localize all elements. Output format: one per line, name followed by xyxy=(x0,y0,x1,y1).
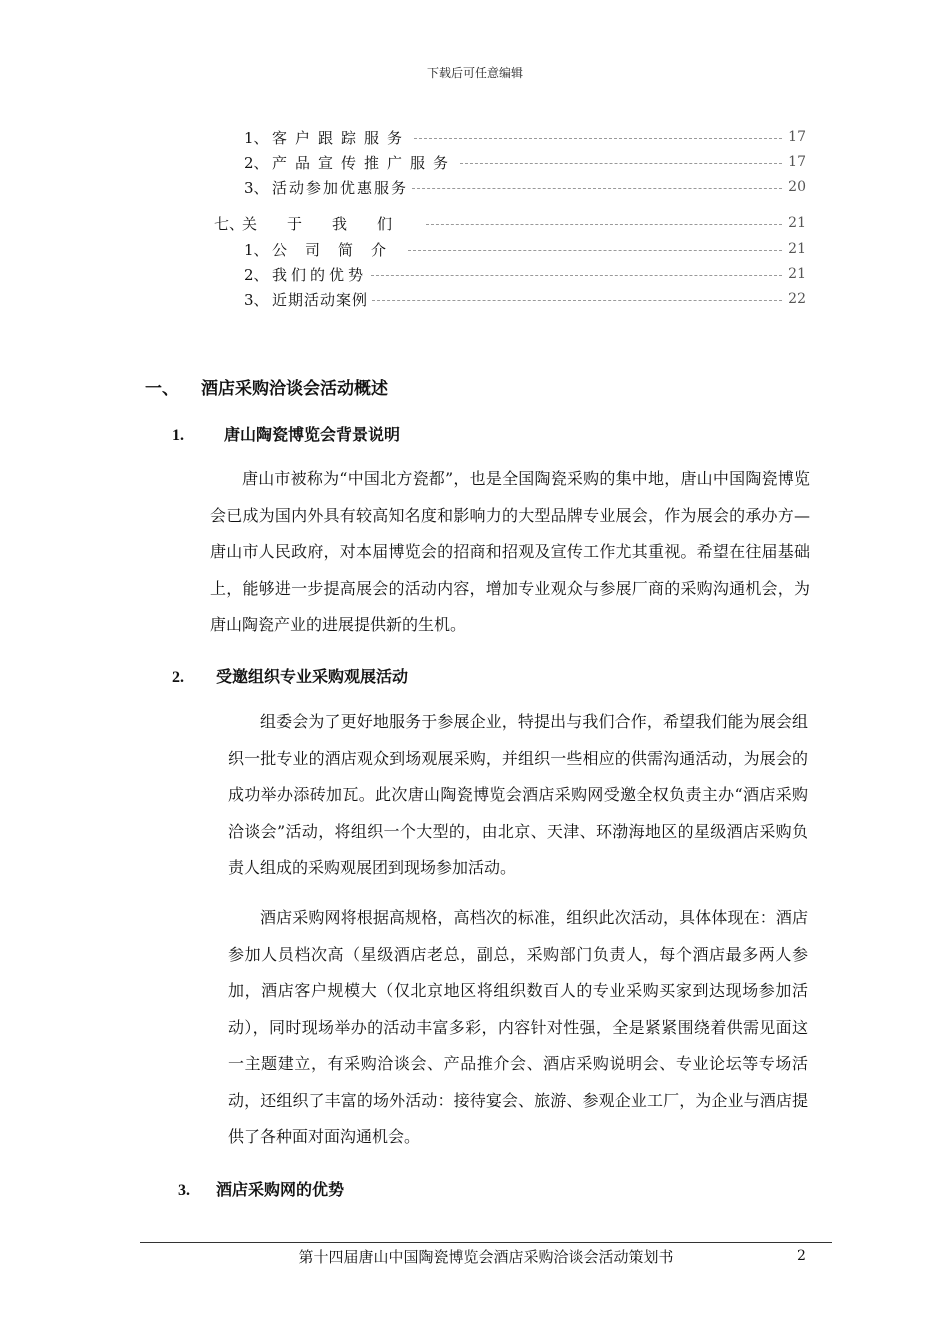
toc-item-page: 20 xyxy=(788,179,806,195)
subsection-heading xyxy=(172,422,400,445)
toc-chapter-number: 七、 xyxy=(214,214,245,233)
toc-leader xyxy=(426,224,782,225)
toc-item-number: 2、 xyxy=(244,153,269,172)
paragraph: 酒店采购网将根据高规格，高档次的标准，组织此次活动，具体体现在：酒店参加人员档次高（星级酒店老总，副总，采购部门负责人，每个酒店最多两人参加，酒店客户规模大（仅北京地区将组织数百人的专业采购买家到达现场参加活动），同时现场举办的活动丰富多彩，内容针对性强，全是紧紧围绕着供需见面这一主题建立，有采购洽谈会、产品推介会、酒店采购说明会、专业论坛等专场活动，还组织了丰富的场外活动：接待宴会、旅游、参观企业工厂，为企业与酒店提供了各种面对面沟通机会。 xyxy=(228,908,808,1146)
toc-chapter[interactable] xyxy=(214,212,806,234)
toc-chapter-label: 关于我们 xyxy=(242,214,423,233)
toc-item-page: 17 xyxy=(788,129,806,145)
toc-item[interactable] xyxy=(244,176,806,198)
toc-item[interactable] xyxy=(244,288,806,310)
toc-item-page: 17 xyxy=(788,154,806,170)
toc-item-number: 1、 xyxy=(244,128,269,147)
toc-item-page: 21 xyxy=(788,266,806,282)
section-title: 酒店采购洽谈会活动概述 xyxy=(201,379,388,399)
section-heading xyxy=(145,374,388,399)
toc-leader xyxy=(460,163,782,164)
toc-leader xyxy=(414,138,782,139)
toc-item-number: 1、 xyxy=(244,240,269,259)
subsection-number: 3. xyxy=(178,1182,190,1199)
page-number: 2 xyxy=(797,1248,806,1264)
toc-item-page: 21 xyxy=(788,241,806,257)
toc-item-label: 客户跟踪服务 xyxy=(272,128,411,147)
toc-item-label: 公司简介 xyxy=(272,240,405,259)
subsection-heading xyxy=(172,664,408,687)
toc-item-label: 近期活动案例 xyxy=(272,290,369,309)
toc-item[interactable] xyxy=(244,238,806,260)
subsection-title: 受邀组织专业采购观展活动 xyxy=(216,667,409,686)
subsection-number: 1. xyxy=(172,427,184,444)
subsection-heading xyxy=(178,1177,344,1200)
toc-item[interactable] xyxy=(244,126,806,148)
footer-title: 第十四届唐山中国陶瓷博览会酒店采购洽谈会活动策划书 xyxy=(298,1248,674,1266)
toc-leader xyxy=(408,250,782,251)
page-header-note: 下载后可任意编辑 xyxy=(426,66,523,80)
toc-item-page: 22 xyxy=(788,291,806,307)
section-number: 一、 xyxy=(145,379,179,399)
subsection-title: 酒店采购网的优势 xyxy=(216,1180,345,1199)
toc-item-number: 3、 xyxy=(244,290,269,309)
toc-item-label: 产品宣传推广服务 xyxy=(272,153,457,172)
subsection-title: 唐山陶瓷博览会背景说明 xyxy=(224,425,401,444)
toc-chapter-page: 21 xyxy=(788,215,806,231)
toc-item-number: 3、 xyxy=(244,178,269,197)
subsection-number: 2. xyxy=(172,669,184,686)
footer-divider xyxy=(140,1242,832,1243)
toc-leader xyxy=(372,300,782,301)
toc-item[interactable] xyxy=(244,263,806,285)
paragraph: 唐山市被称为“中国北方瓷都”，也是全国陶瓷采购的集中地，唐山中国陶瓷博览会已成为国内外具有较高知名度和影响力的大型品牌专业展会，作为展会的承办方—唐山市人民政府，对本届博览会的招商和招观及宣传工作尤其重视。希望在往届基础上，能够进一步提高展会的活动内容，增加专业观众与参展厂商的采购沟通机会，为唐山陶瓷产业的进展提供新的生机。 xyxy=(210,469,810,634)
toc-item-label: 我们的优势 xyxy=(272,265,368,284)
paragraph: 组委会为了更好地服务于参展企业，特提出与我们合作，希望我们能为展会组织一批专业的酒店观众到场观展采购，并组织一些相应的供需沟通活动，为展会的成功举办添砖加瓦。此次唐山陶瓷博览会酒店采购网受邀全权负责主办“酒店采购洽谈会”活动，将组织一个大型的，由北京、天津、环渤海地区的星级酒店采购负责人组成的采购观展团到现场参加活动。 xyxy=(228,712,808,877)
toc-leader xyxy=(371,275,782,276)
toc-leader xyxy=(412,188,782,189)
toc-item[interactable] xyxy=(244,151,806,173)
toc-item-label: 活动参加优惠服务 xyxy=(272,178,409,197)
toc-item-number: 2、 xyxy=(244,265,269,284)
